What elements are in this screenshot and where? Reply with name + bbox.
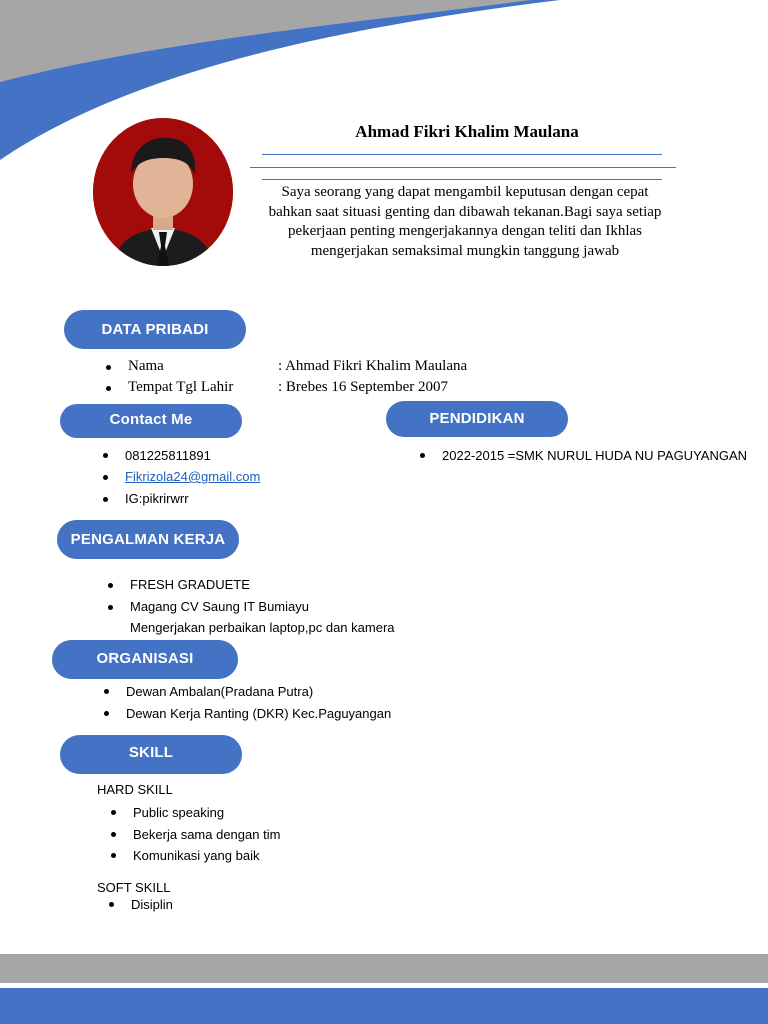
experience-item: FRESH GRADUETE: [130, 577, 250, 592]
section-title-pengalaman: PENGALMAN KERJA: [57, 520, 239, 559]
divider-line: [262, 154, 662, 155]
contact-email-link[interactable]: Fikrizola24@gmail.com: [125, 469, 261, 484]
hard-skill-label: HARD SKILL: [97, 782, 173, 797]
bullet: [108, 605, 113, 610]
summary-line: pekerjaan penting mengerjakannya dengan teliti dan Ikhlas: [287, 223, 643, 239]
hard-skill-item: Komunikasi yang baik: [133, 848, 260, 863]
soft-skill-item: Disiplin: [131, 897, 173, 912]
bullet: [111, 853, 116, 858]
bullet: [108, 583, 113, 588]
summary-line: Saya seorang yang dapat mengambil keputusan dengan cepat: [281, 184, 649, 200]
bullet: [109, 902, 114, 907]
profile-photo: [93, 118, 233, 266]
education-item: 2022-2015 =SMK NURUL HUDA NU PAGUYANGAN: [442, 448, 747, 463]
bullet: [111, 832, 116, 837]
divider-line: [262, 179, 662, 180]
person-portrait-icon: [93, 118, 233, 266]
hard-skill-item: Bekerja sama dengan tim: [133, 827, 281, 842]
footer-blue-bar: [0, 988, 768, 1024]
section-title-contact: Contact Me: [60, 404, 242, 438]
bullet: [103, 475, 108, 480]
contact-phone: 081225811891: [125, 448, 211, 463]
section-title-organisasi: ORGANISASI: [52, 640, 238, 679]
data-label: Tempat Tgl Lahir: [128, 379, 234, 395]
name-heading: Ahmad Fikri Khalim Maulana: [355, 122, 579, 141]
footer-gray-bar: [0, 954, 768, 983]
section-title-pendidikan: PENDIDIKAN: [386, 401, 568, 437]
bullet: [104, 711, 109, 716]
bullet: [420, 453, 425, 458]
bullet: [104, 689, 109, 694]
experience-note: Mengerjakan perbaikan laptop,pc dan kamera: [130, 620, 395, 635]
bullet: [106, 365, 111, 370]
section-title-skill: SKILL: [60, 735, 242, 774]
bullet: [111, 810, 116, 815]
data-value: : Ahmad Fikri Khalim Maulana: [278, 358, 468, 374]
organization-item: Dewan Ambalan(Pradana Putra): [126, 684, 314, 699]
bullet: [106, 386, 111, 391]
data-label: Nama: [128, 358, 164, 374]
bullet: [103, 497, 108, 502]
section-title-data-pribadi: DATA PRIBADI: [64, 310, 246, 349]
summary-line: bahkan saat situasi genting dan dibawah tekanan.Bagi saya setiap: [268, 203, 662, 220]
data-value: : Brebes 16 September 2007: [278, 379, 448, 395]
organization-item: Dewan Kerja Ranting (DKR) Kec.Paguyangan: [126, 706, 392, 721]
hard-skill-item: Public speaking: [133, 805, 225, 820]
experience-item: Magang CV Saung IT Bumiayu: [130, 599, 309, 614]
contact-instagram: IG:pikrirwrr: [125, 491, 189, 506]
divider-line: [250, 167, 676, 168]
bullet: [103, 453, 108, 458]
soft-skill-label: SOFT SKILL: [97, 880, 171, 895]
profile-summary: [250, 183, 680, 261]
summary-line: mengerjakan semaksimal mungkin tanggung jawab: [310, 242, 620, 259]
